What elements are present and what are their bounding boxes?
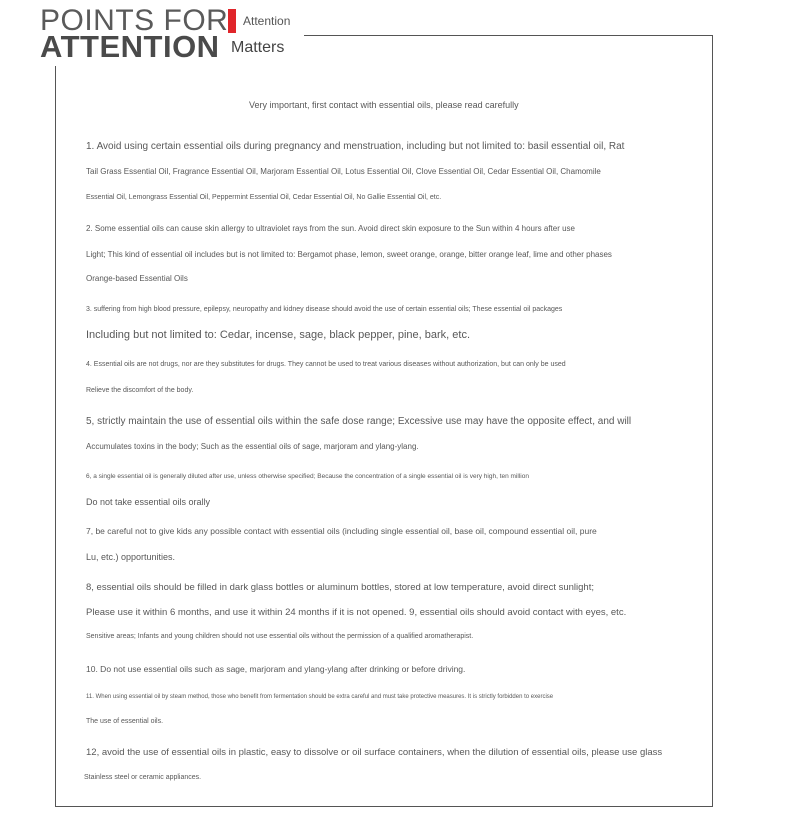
rule-line: Tail Grass Essential Oil, Fragrance Essential Oil, Marjoram Essential Oil, Lotus Essential Oil, Clove Essential Oil, Cedar Essential Oil, Chamomile	[86, 167, 601, 176]
subtitle-matters: Matters	[231, 39, 285, 56]
title-attention: ATTENTION	[40, 29, 220, 64]
accent-bar	[228, 9, 236, 33]
subtitle-attention: Attention	[243, 14, 291, 28]
rule-line: Relieve the discomfort of the body.	[86, 387, 194, 394]
rule-line: Orange-based Essential Oils	[86, 274, 188, 283]
rule-line: 5, strictly maintain the use of essential oils within the safe dose range; Excessive use may have the opposite effect, and will	[86, 416, 632, 427]
rule-line: Accumulates toxins in the body; Such as the essential oils of sage, marjoram and ylang-ylang.	[86, 442, 419, 451]
rule-line: 12, avoid the use of essential oils in plastic, easy to dissolve or oil surface containers, when the dilution of essential oils, please use glass	[86, 747, 663, 758]
rule-line: Light; This kind of essential oil includes but is not limited to: Bergamot phase, lemon, sweet orange, orange, bitter orange leaf, lime and other phases	[86, 250, 612, 259]
rule-line: The use of essential oils.	[86, 718, 164, 725]
rule-line: Essential Oil, Lemongrass Essential Oil, Peppermint Essential Oil, Cedar Essential Oil, No Gallie Essential Oil, etc.	[86, 194, 442, 201]
rule-line: 7, be careful not to give kids any possible contact with essential oils (including single essential oil, base oil, compound essential oil, pure	[86, 526, 597, 536]
rule-line: Do not take essential oils orally	[86, 497, 211, 507]
rule-line: 6, a single essential oil is generally diluted after use, unless otherwise specified; Because the concentration of a single essential oil is very high, ten million	[86, 473, 529, 480]
rule-line: Including but not limited to: Cedar, incense, sage, black pepper, pine, bark, etc.	[86, 329, 471, 341]
rule-line: 2. Some essential oils can cause skin allergy to ultraviolet rays from the sun. Avoid direct skin exposure to the Sun within 4 hours after use	[86, 224, 575, 233]
rule-line: Sensitive areas; Infants and young children should not use essential oils without the permission of a qualified aromatherapist.	[86, 633, 474, 640]
rule-line: 11. When using essential oil by steam method, those who benefit from fermentation should be extra careful and must take protective measures. It is strictly forbidden to exercise	[86, 694, 554, 700]
rule-line: 3. suffering from high blood pressure, epilepsy, neuropathy and kidney disease should avoid the use of certain essential oils; These essential oil packages	[86, 306, 563, 313]
rule-line: 4. Essential oils are not drugs, nor are they substitutes for drugs. They cannot be used to treat various diseases without authorization, but can only be used	[86, 361, 566, 368]
intro-text: Very important, first contact with essential oils, please read carefully	[249, 100, 519, 110]
rule-line: Stainless steel or ceramic appliances.	[84, 774, 202, 781]
rule-line: 8, essential oils should be filled in dark glass bottles or aluminum bottles, stored at low temperature, avoid direct sunlight;	[86, 582, 594, 593]
rule-line: Please use it within 6 months, and use it within 24 months if it is not opened. 9, essential oils should avoid contact with eyes, etc.	[86, 607, 627, 618]
rule-line: 1. Avoid using certain essential oils during pregnancy and menstruation, including but not limited to: basil essential oil, Rat	[86, 141, 625, 152]
title-points-for: POINTS FOR	[40, 4, 229, 37]
rule-line: 10. Do not use essential oils such as sage, marjoram and ylang-ylang after drinking or before driving.	[86, 664, 466, 674]
rule-line: Lu, etc.) opportunities.	[86, 552, 176, 562]
